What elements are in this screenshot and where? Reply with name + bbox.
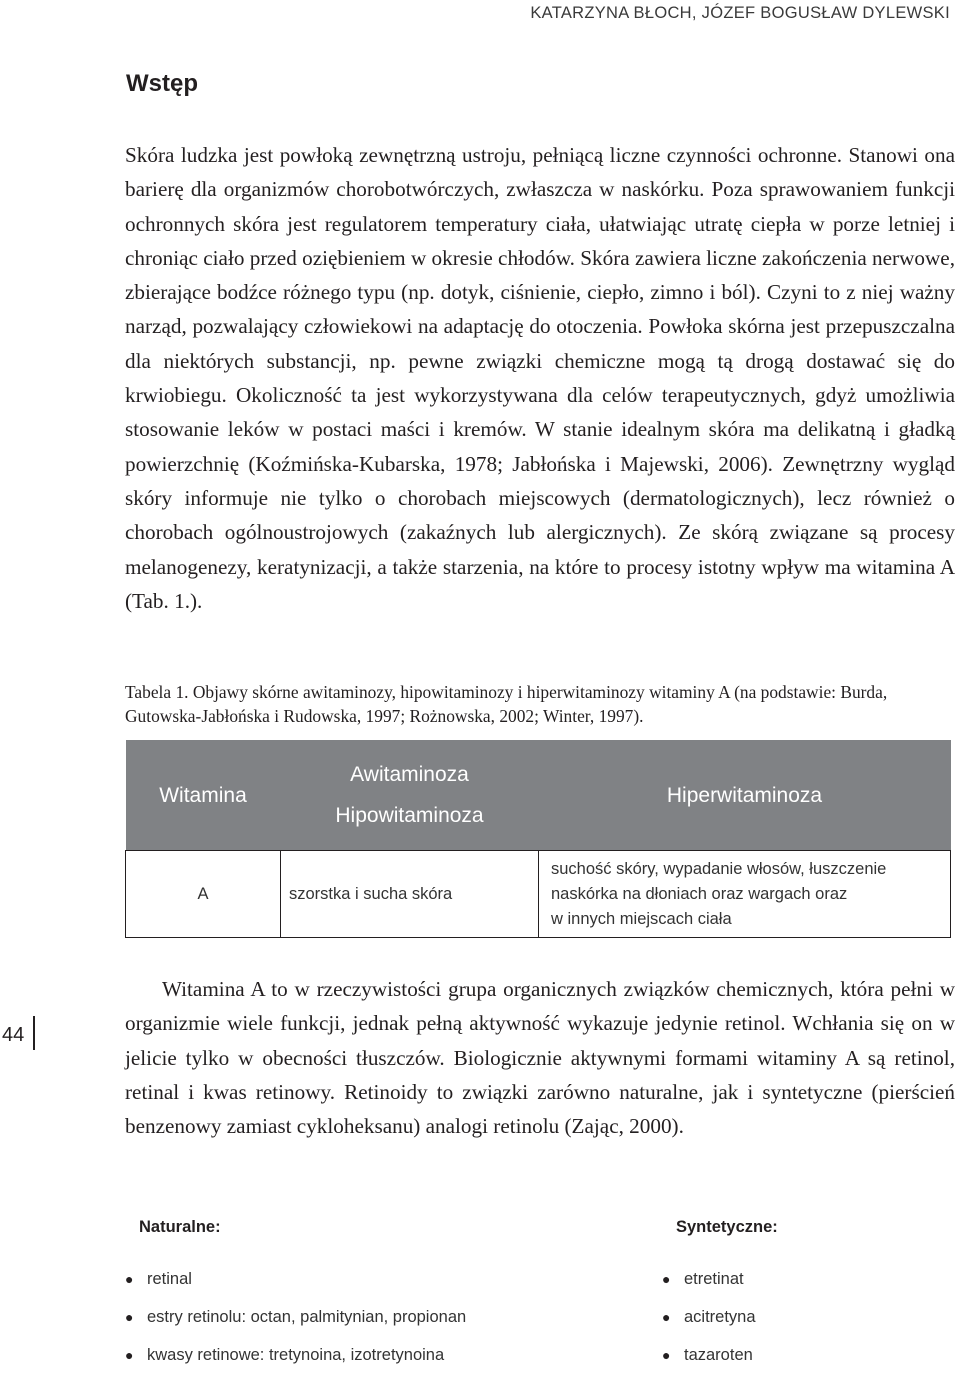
cell-hyper-line: naskórka na dłoniach oraz wargach oraz: [551, 884, 848, 903]
running-header: KATARZYNA BŁOCH, JÓZEF BOGUSŁAW DYLEWSKI: [530, 4, 950, 22]
bullet-icon: ●: [125, 1347, 134, 1363]
bullet-icon: ●: [662, 1347, 671, 1363]
bullet-icon: ●: [662, 1309, 671, 1325]
header-avitaminosis: Awitaminoza: [350, 763, 469, 786]
cell-vitamin: A: [126, 851, 281, 938]
bullet-icon: ●: [662, 1271, 671, 1287]
list-item-text: etretinat: [684, 1270, 744, 1288]
list-item: [662, 1306, 778, 1344]
list-item: [662, 1268, 778, 1306]
table-row: [126, 851, 951, 938]
intro-paragraph: Skóra ludzka jest powłoką zewnętrzną ustroju, pełniącą liczne czynności ochronne. Stanowi ona barierę dla organizmów chorobotwórczych, zwłaszcza w naskórku. Poza sprawowaniem funkcji ochronnych skóra jest regulatorem temperatury ciała, ułatwiając utratę ciepła w porze letniej i chroniąc ciało przed oziębieniem w okresie chłodów. Skóra zawiera liczne zakończenia nerwowe, zbierające bodźce różnego typu (np. dotyk, ciśnienie, ciepło, zimno i ból). Czyni to z niej ważny narząd, pozwalający człowiekowi na adaptację do otoczenia. Powłoka skórna jest przepuszczalna dla niektórych substancji, np. pewne związki chemiczne mogą tą drogą dostawać się do krwiobiegu. Okoliczność ta jest wykorzystywana dla celów terapeutycznych, gdyż umożliwia stosowanie leków w postaci maści i kremów. W stanie idealnym skóra ma delikatną i gładką powierzchnię (Koźmińska-Kubarska, 1978; Jabłońska i Majewski, 2006). Zewnętrzny wygląd skóry informuje nie tylko o chorobach miejscowych (dermatologicznych), lecz również o chorobach ogólnoustrojowych (zakaźnych lub alergicznych). Ze skórą związane są procesy melanogenezy, keratynizacji, a także starzenia, na które to procesy istotny wpływ ma witamina A (Tab. 1.).: [125, 143, 955, 613]
list-item-text: estry retinolu: octan, palmitynian, propionan: [147, 1308, 467, 1326]
header-hypervitaminosis: Hiperwitaminoza: [539, 740, 951, 851]
list-item: [125, 1344, 466, 1382]
list-item: [125, 1306, 466, 1344]
list-item: [662, 1344, 778, 1382]
cell-hypo: szorstka i sucha skóra: [281, 851, 539, 938]
vitamin-symptoms-table: [125, 740, 951, 938]
retinoids-paragraph: Witamina A to w rzeczywistości grupa organicznych związków chemicznych, która pełni w organizmie wiele funkcji, jednak pełną aktywność wykazuje jedynie retinol. Wchłania się on w jelicie tylko w obecności tłuszczów. Biologicznie aktywnymi formami witaminy A są retinol, retinal i kwas retinowy. Retinoidy to związki zarówno naturalne, jak i syntetyczne (pierścień benzenowy zamiast cykloheksanu) analogi retinolu (Zając, 2000).: [125, 977, 955, 1139]
list-item-text: tazaroten: [684, 1346, 753, 1364]
list-item: [125, 1268, 466, 1306]
list-item-text: acitretyna: [684, 1308, 756, 1326]
natural-list-heading: Naturalne:: [139, 1218, 221, 1236]
section-title: Wstęp: [126, 70, 198, 97]
page-number-rule: [33, 1016, 35, 1050]
page-number: 44: [2, 1024, 25, 1046]
cell-hyper-line: suchość skóry, wypadanie włosów, łuszczenie: [551, 859, 887, 878]
header-vitamin: Witamina: [126, 740, 281, 851]
synthetic-list: [662, 1216, 778, 1382]
bullet-icon: ●: [125, 1271, 134, 1287]
table-caption: Tabela 1. Objawy skórne awitaminozy, hipowitaminozy i hiperwitaminozy witaminy A (na podstawie: Burda, Gutowska-Jabłońska i Rudowska, 1997; Rożnowska, 2002; Winter, 1997).: [125, 682, 888, 726]
header-avit-hypo: [281, 740, 539, 851]
list-item-text: retinal: [147, 1270, 192, 1288]
cell-hyper: [539, 851, 951, 938]
header-hypovitaminosis: Hipowitaminoza: [335, 804, 484, 827]
table-header-row: [126, 740, 951, 851]
synthetic-list-heading: Syntetyczne:: [676, 1218, 778, 1236]
bullet-icon: ●: [125, 1309, 134, 1325]
list-item-text: kwasy retinowe: tretynoina, izotretynoina: [147, 1346, 445, 1364]
natural-list: [125, 1216, 467, 1382]
cell-hyper-line: w innych miejscach ciała: [551, 909, 732, 928]
